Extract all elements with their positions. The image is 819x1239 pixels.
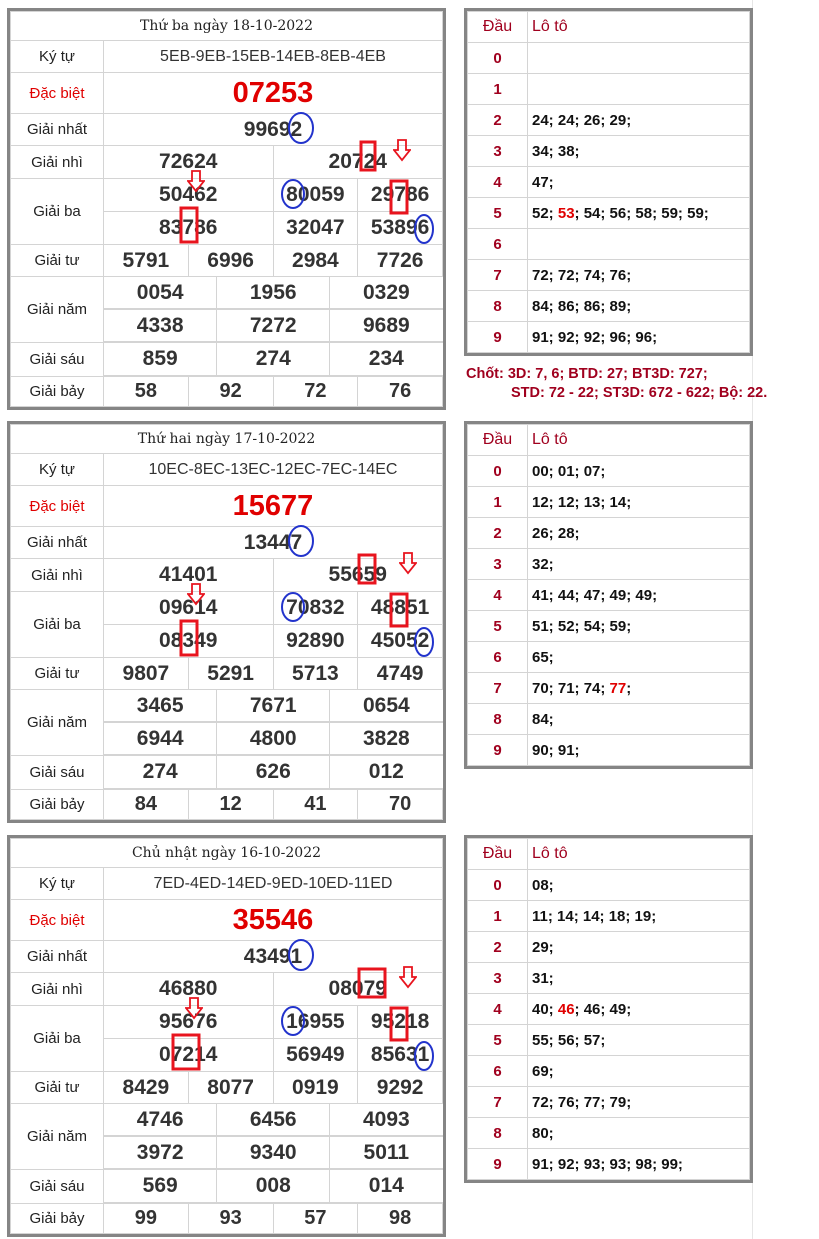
third-prize-3: 95218 bbox=[371, 1010, 429, 1034]
loto-values: 69; bbox=[528, 1056, 750, 1087]
dau-digit: 9 bbox=[468, 322, 528, 353]
sixth-prize-3: 014 bbox=[330, 1170, 443, 1203]
label-dac-biet: Đặc biệt bbox=[11, 486, 104, 527]
label-kytu: Ký tự bbox=[11, 454, 104, 486]
dau-digit: 0 bbox=[468, 870, 528, 901]
seventh-prize-1: 99 bbox=[104, 1204, 189, 1234]
dau-digit: 8 bbox=[468, 291, 528, 322]
dau-digit: 3 bbox=[468, 549, 528, 580]
fifth-prize-3: 0329 bbox=[330, 277, 443, 309]
loto-table-18-10 bbox=[464, 8, 753, 356]
fifth-prize-4: 6944 bbox=[104, 723, 217, 755]
seventh-prize-4: 98 bbox=[358, 1204, 443, 1234]
loto-values: 00; 01; 07; bbox=[528, 456, 750, 487]
seventh-prize-3: 72 bbox=[273, 377, 358, 407]
dau-digit: 2 bbox=[468, 105, 528, 136]
draw-date-title: Thứ hai ngày 17-10-2022 bbox=[11, 425, 443, 454]
dau-digit: 1 bbox=[468, 487, 528, 518]
dau-digit: 7 bbox=[468, 1087, 528, 1118]
dau-digit: 3 bbox=[468, 963, 528, 994]
result-table-17-10 bbox=[7, 421, 446, 823]
label-giai-bay: Giải bảy bbox=[11, 790, 104, 820]
sixth-prize-1: 859 bbox=[104, 343, 217, 376]
fourth-prize-4: 7726 bbox=[358, 245, 443, 277]
dau-digit: 5 bbox=[468, 1025, 528, 1056]
loto-values: 90; 91; bbox=[528, 735, 750, 766]
draw-date-title: Chủ nhật ngày 16-10-2022 bbox=[11, 839, 443, 868]
result-table-18-10 bbox=[7, 8, 446, 410]
label-giai-ba: Giải ba bbox=[11, 179, 104, 245]
second-prize-2: 55659 bbox=[329, 563, 387, 587]
dau-digit: 5 bbox=[468, 611, 528, 642]
result-table-16-10 bbox=[7, 835, 446, 1237]
prediction-line-2: STD: 72 - 22; ST3D: 672 - 622; Bộ: 22. bbox=[511, 385, 768, 401]
third-prize-1: 95676 bbox=[159, 1010, 217, 1034]
fourth-prize-1: 5791 bbox=[104, 245, 189, 277]
fifth-prize-4: 3972 bbox=[104, 1137, 217, 1169]
label-giai-ba: Giải ba bbox=[11, 1006, 104, 1072]
fifth-prize-5: 4800 bbox=[217, 723, 330, 755]
special-prize: 35546 bbox=[104, 900, 443, 941]
loto-values bbox=[528, 74, 750, 105]
prediction-note bbox=[466, 365, 816, 403]
dau-digit: 2 bbox=[468, 518, 528, 549]
label-giai-sau: Giải sáu bbox=[11, 342, 104, 377]
fourth-prize-4: 9292 bbox=[358, 1072, 443, 1104]
dau-digit: 3 bbox=[468, 136, 528, 167]
third-prize-2: 70832 bbox=[286, 596, 344, 620]
sixth-prize-3: 234 bbox=[330, 343, 443, 376]
seventh-prize-3: 57 bbox=[273, 1204, 358, 1234]
second-prize-2: 20724 bbox=[329, 150, 387, 174]
label-giai-sau: Giải sáu bbox=[11, 1169, 104, 1204]
fourth-prize-2: 6996 bbox=[188, 245, 273, 277]
loto-values: 91; 92; 93; 93; 98; 99; bbox=[528, 1149, 750, 1180]
kytu-value: 5EB-9EB-15EB-14EB-8EB-4EB bbox=[104, 41, 443, 73]
third-prize-6: 53896 bbox=[371, 216, 429, 240]
dau-digit: 6 bbox=[468, 229, 528, 260]
loto-values bbox=[528, 43, 750, 74]
second-prize-1: 41401 bbox=[104, 559, 274, 592]
second-prize-1: 72624 bbox=[104, 146, 274, 179]
loto-table-16-10 bbox=[464, 835, 753, 1183]
fifth-prize-1: 4746 bbox=[104, 1104, 217, 1136]
seventh-prize-4: 70 bbox=[358, 790, 443, 820]
label-giai-sau: Giải sáu bbox=[11, 755, 104, 790]
sixth-prize-3: 012 bbox=[330, 756, 443, 789]
fourth-prize-3: 2984 bbox=[273, 245, 358, 277]
special-prize: 07253 bbox=[104, 73, 443, 114]
label-giai-nhat: Giải nhất bbox=[11, 114, 104, 146]
label-giai-nam: Giải năm bbox=[11, 690, 104, 756]
fifth-prize-3: 4093 bbox=[330, 1104, 443, 1136]
dau-digit: 0 bbox=[468, 456, 528, 487]
dau-digit: 6 bbox=[468, 642, 528, 673]
label-kytu: Ký tự bbox=[11, 41, 104, 73]
loto-values: 29; bbox=[528, 932, 750, 963]
loto-values: 72; 76; 77; 79; bbox=[528, 1087, 750, 1118]
third-prize-6: 85631 bbox=[371, 1043, 429, 1067]
third-prize-1: 09614 bbox=[159, 596, 217, 620]
loto-values: 40; 46; 46; 49; bbox=[528, 994, 750, 1025]
fourth-prize-3: 5713 bbox=[273, 658, 358, 690]
loto-values: 12; 12; 13; 14; bbox=[528, 487, 750, 518]
dau-header: Đầu bbox=[468, 425, 528, 456]
fifth-prize-3: 0654 bbox=[330, 690, 443, 722]
kytu-value: 10EC-8EC-13EC-12EC-7EC-14EC bbox=[104, 454, 443, 486]
prediction-line-1: Chốt: 3D: 7, 6; BTD: 27; BT3D: 727; bbox=[466, 366, 708, 382]
seventh-prize-2: 12 bbox=[188, 790, 273, 820]
dau-digit: 7 bbox=[468, 673, 528, 704]
dau-digit: 9 bbox=[468, 735, 528, 766]
dau-digit: 8 bbox=[468, 704, 528, 735]
first-prize: 13447 bbox=[244, 531, 302, 555]
third-prize-3: 29786 bbox=[371, 183, 429, 207]
loto-values: 47; bbox=[528, 167, 750, 198]
fifth-prize-1: 0054 bbox=[104, 277, 217, 309]
dau-digit: 4 bbox=[468, 580, 528, 611]
label-giai-nhi: Giải nhì bbox=[11, 559, 104, 592]
second-prize-2: 08079 bbox=[329, 977, 387, 1001]
loto-values: 41; 44; 47; 49; 49; bbox=[528, 580, 750, 611]
fourth-prize-1: 9807 bbox=[104, 658, 189, 690]
fourth-prize-1: 8429 bbox=[104, 1072, 189, 1104]
loto-values: 34; 38; bbox=[528, 136, 750, 167]
seventh-prize-4: 76 bbox=[358, 377, 443, 407]
label-giai-bay: Giải bảy bbox=[11, 1204, 104, 1234]
fifth-prize-2: 7671 bbox=[217, 690, 330, 722]
loto-values: 32; bbox=[528, 549, 750, 580]
loto-values: 72; 72; 74; 76; bbox=[528, 260, 750, 291]
loto-header: Lô tô bbox=[528, 425, 750, 456]
dau-digit: 0 bbox=[468, 43, 528, 74]
loto-values: 80; bbox=[528, 1118, 750, 1149]
sixth-prize-2: 626 bbox=[217, 756, 330, 789]
dau-digit: 9 bbox=[468, 1149, 528, 1180]
fourth-prize-4: 4749 bbox=[358, 658, 443, 690]
fourth-prize-2: 8077 bbox=[188, 1072, 273, 1104]
seventh-prize-1: 58 bbox=[104, 377, 189, 407]
label-giai-tu: Giải tư bbox=[11, 245, 104, 277]
dau-digit: 2 bbox=[468, 932, 528, 963]
loto-values: 65; bbox=[528, 642, 750, 673]
label-giai-bay: Giải bảy bbox=[11, 377, 104, 407]
fifth-prize-6: 5011 bbox=[330, 1137, 443, 1169]
loto-values: 51; 52; 54; 59; bbox=[528, 611, 750, 642]
loto-values: 52; 53; 54; 56; 58; 59; 59; bbox=[528, 198, 750, 229]
third-prize-1: 50462 bbox=[159, 183, 217, 207]
fifth-prize-6: 3828 bbox=[330, 723, 443, 755]
label-giai-tu: Giải tư bbox=[11, 658, 104, 690]
special-loto-highlight: 77 bbox=[609, 679, 627, 697]
second-prize-1: 46880 bbox=[104, 973, 274, 1006]
label-giai-nhat: Giải nhất bbox=[11, 941, 104, 973]
loto-table-17-10 bbox=[464, 421, 753, 769]
label-giai-nhi: Giải nhì bbox=[11, 146, 104, 179]
sixth-prize-2: 274 bbox=[217, 343, 330, 376]
third-prize-2: 80059 bbox=[286, 183, 344, 207]
loto-values: 84; bbox=[528, 704, 750, 735]
third-prize-4: 08349 bbox=[159, 629, 217, 653]
dau-digit: 5 bbox=[468, 198, 528, 229]
third-prize-4: 07214 bbox=[159, 1043, 217, 1067]
label-giai-tu: Giải tư bbox=[11, 1072, 104, 1104]
label-giai-nhi: Giải nhì bbox=[11, 973, 104, 1006]
special-prize: 15677 bbox=[104, 486, 443, 527]
loto-values: 24; 24; 26; 29; bbox=[528, 105, 750, 136]
fifth-prize-4: 4338 bbox=[104, 310, 217, 342]
first-prize: 43491 bbox=[244, 945, 302, 969]
sixth-prize-2: 008 bbox=[217, 1170, 330, 1203]
sixth-prize-1: 569 bbox=[104, 1170, 217, 1203]
third-prize-5: 32047 bbox=[273, 212, 358, 245]
third-prize-5: 92890 bbox=[273, 625, 358, 658]
seventh-prize-2: 93 bbox=[188, 1204, 273, 1234]
fifth-prize-5: 7272 bbox=[217, 310, 330, 342]
third-prize-6: 45052 bbox=[371, 629, 429, 653]
fifth-prize-2: 1956 bbox=[217, 277, 330, 309]
first-prize: 99692 bbox=[244, 118, 302, 142]
dau-digit: 4 bbox=[468, 167, 528, 198]
third-prize-4: 83786 bbox=[159, 216, 217, 240]
loto-header: Lô tô bbox=[528, 12, 750, 43]
loto-values: 91; 92; 92; 96; 96; bbox=[528, 322, 750, 353]
third-prize-2: 16955 bbox=[286, 1010, 344, 1034]
loto-header: Lô tô bbox=[528, 839, 750, 870]
label-giai-nam: Giải năm bbox=[11, 1104, 104, 1170]
label-giai-ba: Giải ba bbox=[11, 592, 104, 658]
loto-values: 26; 28; bbox=[528, 518, 750, 549]
label-giai-nam: Giải năm bbox=[11, 277, 104, 343]
loto-values bbox=[528, 229, 750, 260]
loto-values: 55; 56; 57; bbox=[528, 1025, 750, 1056]
fifth-prize-1: 3465 bbox=[104, 690, 217, 722]
loto-values: 08; bbox=[528, 870, 750, 901]
draw-date-title: Thứ ba ngày 18-10-2022 bbox=[11, 12, 443, 41]
dau-digit: 4 bbox=[468, 994, 528, 1025]
loto-values: 70; 71; 74; 77; bbox=[528, 673, 750, 704]
dau-digit: 1 bbox=[468, 901, 528, 932]
fourth-prize-3: 0919 bbox=[273, 1072, 358, 1104]
loto-values: 84; 86; 86; 89; bbox=[528, 291, 750, 322]
dau-digit: 7 bbox=[468, 260, 528, 291]
dau-header: Đầu bbox=[468, 839, 528, 870]
fifth-prize-2: 6456 bbox=[217, 1104, 330, 1136]
label-dac-biet: Đặc biệt bbox=[11, 73, 104, 114]
sixth-prize-1: 274 bbox=[104, 756, 217, 789]
dau-header: Đầu bbox=[468, 12, 528, 43]
dau-digit: 6 bbox=[468, 1056, 528, 1087]
kytu-value: 7ED-4ED-14ED-9ED-10ED-11ED bbox=[104, 868, 443, 900]
label-giai-nhat: Giải nhất bbox=[11, 527, 104, 559]
seventh-prize-3: 41 bbox=[273, 790, 358, 820]
fifth-prize-6: 9689 bbox=[330, 310, 443, 342]
dau-digit: 1 bbox=[468, 74, 528, 105]
label-kytu: Ký tự bbox=[11, 868, 104, 900]
special-loto-highlight: 53 bbox=[557, 204, 575, 222]
dau-digit: 8 bbox=[468, 1118, 528, 1149]
special-loto-highlight: 46 bbox=[557, 1000, 575, 1018]
label-dac-biet: Đặc biệt bbox=[11, 900, 104, 941]
seventh-prize-2: 92 bbox=[188, 377, 273, 407]
third-prize-3: 48851 bbox=[371, 596, 429, 620]
fifth-prize-5: 9340 bbox=[217, 1137, 330, 1169]
loto-values: 11; 14; 14; 18; 19; bbox=[528, 901, 750, 932]
fourth-prize-2: 5291 bbox=[188, 658, 273, 690]
third-prize-5: 56949 bbox=[273, 1039, 358, 1072]
loto-values: 31; bbox=[528, 963, 750, 994]
seventh-prize-1: 84 bbox=[104, 790, 189, 820]
